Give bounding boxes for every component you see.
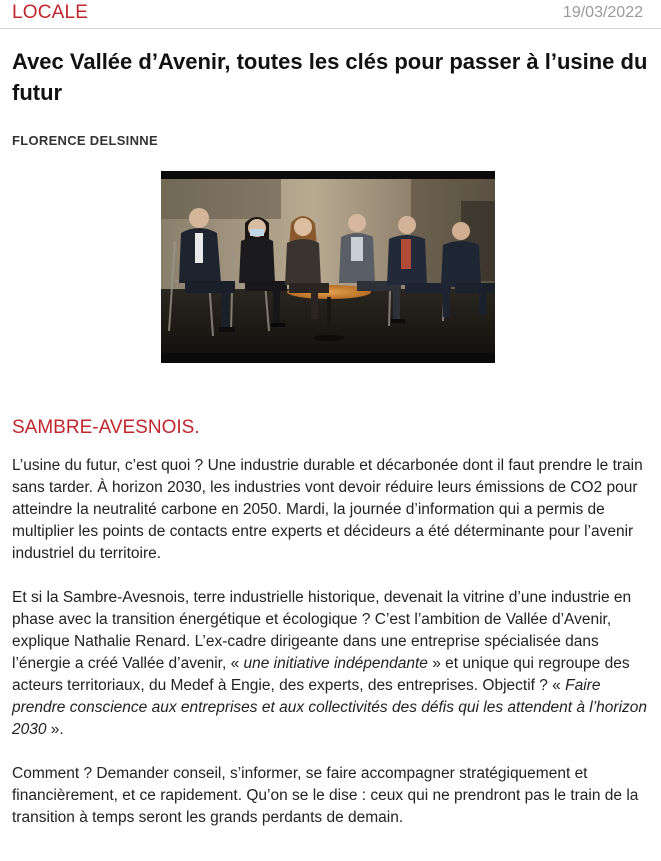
quote-objective: Faire prendre conscience aux entreprises et aux collectivités des défis qui les attendent à l’horizon 2030 xyxy=(12,677,648,738)
quote-initiative: une initiative indépendante xyxy=(243,655,428,672)
article-photo[interactable] xyxy=(161,171,495,363)
paragraph-2-text-a: Et si la Sambre-Avesnois, terre industrielle historique, devenait la vitrine d’une industrie en phase avec la transition énergétique et écologique ? C’est l’ambition de Vallée d’Avenir, explique Nathalie Renard. L’ex-cadre dirigeante dans une entreprise spécialisée dans l’énergie a créé Vallée d’avenir, « xyxy=(12,589,632,672)
panel-discussion-image xyxy=(161,171,495,363)
article-title: Avec Vallée d’Avenir, toutes les clés pour passer à l’usine du futur xyxy=(12,49,648,105)
article-paragraph-1: L’usine du futur, c’est quoi ? Une industrie durable et décarbonée dont il faut prendre le train sans tarder. À horizon 2030, les industries vont devoir réduire leurs émissions de CO2 pour atteindre la neutralité carbone en 2050. Mardi, la journée d’information qui a permis de multiplier les points de contacts entre experts et décideurs a été déterminante pour l’avenir industriel du territoire. xyxy=(12,457,643,562)
publication-date: 19/03/2022 xyxy=(562,4,643,21)
article-author: FLORENCE DELSINNE xyxy=(12,133,158,148)
article-body xyxy=(12,455,652,851)
paragraph-2-text-c: ». xyxy=(46,721,64,738)
paragraph-2-text-b: » et unique qui regroupe des acteurs territoriaux, du Medef à Engie, des experts, des entreprises. Objectif ? « xyxy=(12,655,630,694)
article-lead: SAMBRE-AVESNOIS. xyxy=(12,417,200,438)
article-paragraph-3: Comment ? Demander conseil, s’informer, se faire accompagner stratégiquement et financièrement, et ce rapidement. Qu’on se le dise : ceux qui ne prendront pas le train de la transition à temps seront les grands perdants de demain. xyxy=(12,765,639,826)
section-label[interactable]: LOCALE xyxy=(12,2,89,23)
article-paragraph-2 xyxy=(12,587,652,741)
article-header-bar xyxy=(0,0,661,29)
